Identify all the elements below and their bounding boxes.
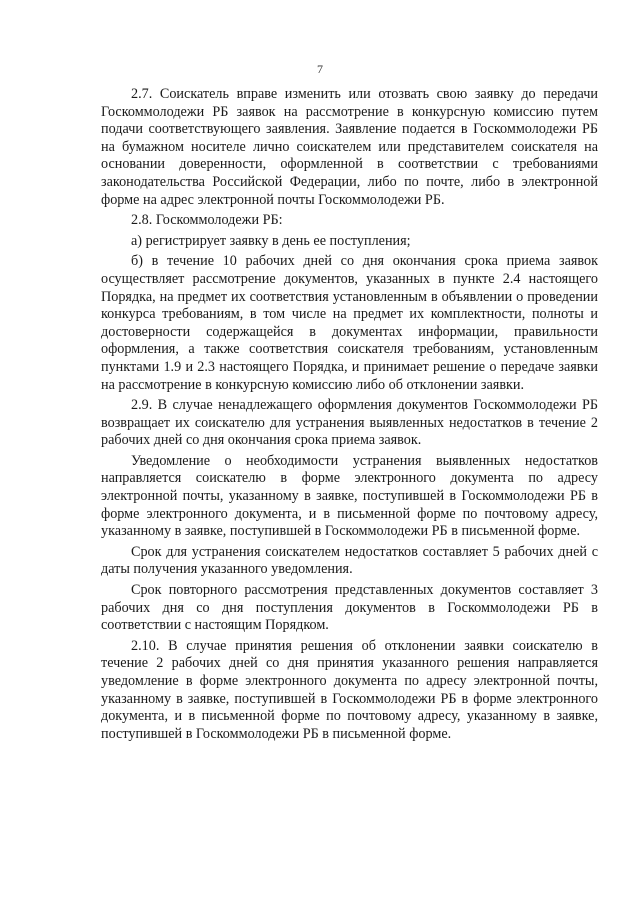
- paragraph-2-8-b: б) в течение 10 рабочих дней со дня окончания срока приема заявок осуществляет рассмотрение документов, указанных в пункте 2.4 настоящего Порядка, на предмет их соответствия установленным в объявлении о проведении конкурса требованиям, в том числе на предмет их комплектности, полноты и достоверности содержащейся в документах информации, правильности оформления, а также соответствия соискателя требованиям, установленным пунктами 1.9 и 2.3 настоящего Порядка, и принимает решение о передаче заявки на рассмотрение в конкурсную комиссию либо об отклонении заявки.: [101, 253, 598, 393]
- paragraph-2-9: 2.9. В случае ненадлежащего оформления документов Госкоммолодежи РБ возвращает их соискателю для устранения выявленных недостатков в течение 2 рабочих дней со дня окончания срока приема заявок.: [101, 397, 598, 449]
- document-body: [101, 86, 598, 746]
- paragraph-2-7: 2.7. Соискатель вправе изменить или отозвать свою заявку до передачи Госкоммолодежи РБ заявок на рассмотрение в конкурсную комиссию путем подачи соответствующего заявления. Заявление подается в Госкоммолодежи РБ на бумажном носителе лично соискателем или представителем соискателя на основании доверенности, оформленной в соответствии с требованиями законодательства Российской Федерации, либо по почте, либо в электронной форме на адрес электронной почты Госкоммолодежи РБ.: [101, 86, 598, 208]
- page-number: 7: [317, 62, 323, 76]
- paragraph-2-10: 2.10. В случае принятия решения об отклонении заявки соискателю в течение 2 рабочих дней со дня принятия указанного решения направляется уведомление в форме электронного документа по адресу электронной почты, указанному в заявке, поступившей в Госкоммолодежи РБ в форме электронного документа, и в письменной форме по почтовому адресу, указанному в заявке, поступившей в Госкоммолодежи РБ в письменной форме.: [101, 637, 598, 742]
- paragraph-2-8-a: а) регистрирует заявку в день ее поступления;: [131, 232, 411, 249]
- paragraph-correction-term: Срок для устранения соискателем недостатков составляет 5 рабочих дней с даты получения указанного уведомления.: [101, 543, 598, 578]
- paragraph-2-8-heading: 2.8. Госкоммолодежи РБ:: [131, 212, 283, 229]
- paragraph-review-term: Срок повторного рассмотрения представленных документов составляет 3 рабочих дня со дня поступления документов в Госкоммолодежи РБ в соответствии с настоящим Порядком.: [101, 582, 598, 634]
- paragraph-notice: Уведомление о необходимости устранения выявленных недостатков направляется соискателю в форме электронного документа по адресу электронной почты, указанному в заявке, поступившей в Госкоммолодежи РБ в форме электронного документа, и в письменной форме по почтовому адресу, указанному в заявке, поступившей в Госкоммолодежи РБ в письменной форме.: [101, 452, 598, 540]
